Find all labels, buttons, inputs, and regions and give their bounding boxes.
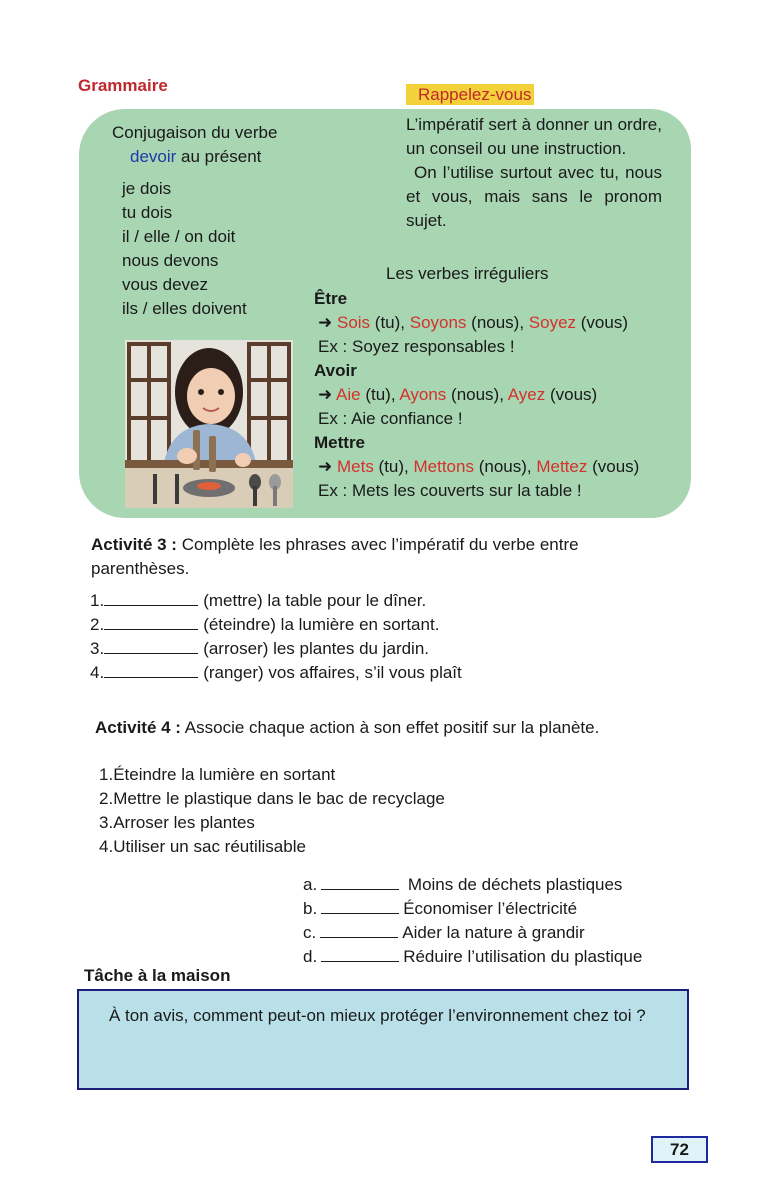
item-text: Arroser les plantes xyxy=(113,813,255,832)
effect-item xyxy=(303,921,642,945)
imperative-form: Sois xyxy=(336,313,371,332)
conjugation-title-line1: Conjugaison du verbe xyxy=(112,123,278,142)
conjugation-form: vous devez xyxy=(122,275,208,294)
item-letter: b. xyxy=(303,899,318,918)
verb-forms xyxy=(314,311,639,335)
item-text: (arroser) les plantes du jardin. xyxy=(203,639,430,658)
conjugation-form: je dois xyxy=(122,179,172,198)
item-text: Aider la nature à grandir xyxy=(402,923,585,942)
person: (tu), xyxy=(360,385,400,404)
answer-blank[interactable] xyxy=(104,614,198,630)
imperative-form: Aie xyxy=(336,385,361,404)
verb-forms xyxy=(314,455,639,479)
imperative-form: Ayons xyxy=(399,385,447,404)
item-number: 1. xyxy=(90,591,105,610)
conjugation-title-rest: au présent xyxy=(176,147,262,166)
item-text: (ranger) vos affaires, s’il vous plaît xyxy=(203,663,462,682)
verb-forms xyxy=(314,383,639,407)
item-number: 1. xyxy=(99,765,114,784)
item-number: 3. xyxy=(90,639,105,658)
imperative-form: Ayez xyxy=(507,385,546,404)
imperative-form: Mettons xyxy=(413,457,474,476)
homework-question: À ton avis, comment peut-on mieux protéger l’environnement chez toi ? xyxy=(109,1006,646,1025)
effect-item xyxy=(303,945,642,969)
exercise-item xyxy=(90,637,462,661)
item-letter: a. xyxy=(303,875,318,894)
activity3-label: Activité 3 : xyxy=(91,535,177,554)
section-title: Grammaire xyxy=(78,76,168,95)
item-text: Mettre le plastique dans le bac de recyclage xyxy=(113,789,445,808)
item-number: 2. xyxy=(90,615,105,634)
exercise-item xyxy=(90,661,462,685)
conjugation-title-line2 xyxy=(112,145,277,169)
activity4-instruction xyxy=(95,716,599,740)
arrow-right-icon: ➜ xyxy=(318,313,333,332)
page-number: 72 xyxy=(651,1136,708,1163)
action-item xyxy=(99,763,445,787)
person: (tu), xyxy=(373,457,414,476)
verb-name: Mettre xyxy=(314,433,366,452)
answer-blank[interactable] xyxy=(321,946,399,962)
illustration-icon xyxy=(125,340,293,508)
action-item xyxy=(99,787,445,811)
verb-devoir: devoir xyxy=(130,147,177,166)
item-number: 4. xyxy=(90,663,105,682)
item-letter: d. xyxy=(303,947,318,966)
person: (vous) xyxy=(587,457,640,476)
activity3-instruction xyxy=(91,533,661,581)
person: (nous), xyxy=(473,457,537,476)
action-item xyxy=(99,811,445,835)
effect-item xyxy=(303,873,642,897)
activity4-label: Activité 4 : xyxy=(95,718,181,737)
homework-title: Tâche à la maison xyxy=(84,966,231,985)
verb-name: Avoir xyxy=(314,361,357,380)
imperative-rule xyxy=(406,113,662,233)
irregular-verbs-title: Les verbes irréguliers xyxy=(386,264,549,283)
conjugation-title xyxy=(112,121,277,169)
conjugation-form: ils / elles doivent xyxy=(122,299,247,318)
conjugation-list xyxy=(122,177,247,321)
person: (vous) xyxy=(545,385,598,404)
rule-paragraph: On l’utilise surtout avec tu, nous et vous, mais sans le pronom sujet. xyxy=(406,163,662,230)
girl-setting-table-image xyxy=(125,340,293,508)
rule-paragraph: L’impératif sert à donner un ordre, un conseil ou une instruction. xyxy=(406,115,662,158)
reminder-label: Rappelez-vous xyxy=(406,84,534,105)
imperative-form: Mettez xyxy=(536,457,588,476)
effect-item xyxy=(303,897,642,921)
person: (nous), xyxy=(466,313,529,332)
irregular-verbs-list xyxy=(314,287,639,503)
verb-example: Ex : Mets les couverts sur la table ! xyxy=(318,481,582,500)
verb-name: Être xyxy=(314,289,348,308)
item-text: Utiliser un sac réutilisable xyxy=(113,837,306,856)
item-text: Moins de déchets plastiques xyxy=(403,875,623,894)
conjugation-form: il / elle / on doit xyxy=(122,227,236,246)
item-letter: c. xyxy=(303,923,317,942)
answer-blank[interactable] xyxy=(104,638,198,654)
item-text: (mettre) la table pour le dîner. xyxy=(203,591,427,610)
activity3-text: Complète les phrases avec l’impératif du verbe entre parenthèses. xyxy=(91,535,579,578)
answer-blank[interactable] xyxy=(321,874,399,890)
answer-blank[interactable] xyxy=(321,898,399,914)
item-number: 2. xyxy=(99,789,114,808)
answer-blank[interactable] xyxy=(104,590,198,606)
activity4-text: Associe chaque action à son effet positif sur la planète. xyxy=(180,718,600,737)
imperative-form: Mets xyxy=(336,457,374,476)
imperative-form: Soyez xyxy=(528,313,577,332)
imperative-form: Soyons xyxy=(409,313,467,332)
exercise-item xyxy=(90,589,462,613)
exercise-item xyxy=(90,613,462,637)
conjugation-form: nous devons xyxy=(122,251,219,270)
verb-example: Ex : Soyez responsables ! xyxy=(318,337,515,356)
answer-blank[interactable] xyxy=(320,922,398,938)
item-text: Économiser l’électricité xyxy=(403,899,578,918)
answer-blank[interactable] xyxy=(104,662,198,678)
verb-example: Ex : Aie confiance ! xyxy=(318,409,463,428)
conjugation-form: tu dois xyxy=(122,203,173,222)
activity4-effects xyxy=(303,873,642,969)
item-number: 4. xyxy=(99,837,114,856)
arrow-right-icon: ➜ xyxy=(318,457,333,476)
item-text: (éteindre) la lumière en sortant. xyxy=(203,615,440,634)
action-item xyxy=(99,835,445,859)
item-text: Réduire l’utilisation du plastique xyxy=(403,947,643,966)
person: (tu), xyxy=(370,313,410,332)
person: (nous), xyxy=(446,385,508,404)
activity3-list xyxy=(90,589,462,685)
item-number: 3. xyxy=(99,813,114,832)
arrow-right-icon: ➜ xyxy=(318,385,333,404)
item-text: Éteindre la lumière en sortant xyxy=(113,765,336,784)
activity4-actions xyxy=(99,763,445,859)
person: (vous) xyxy=(576,313,629,332)
